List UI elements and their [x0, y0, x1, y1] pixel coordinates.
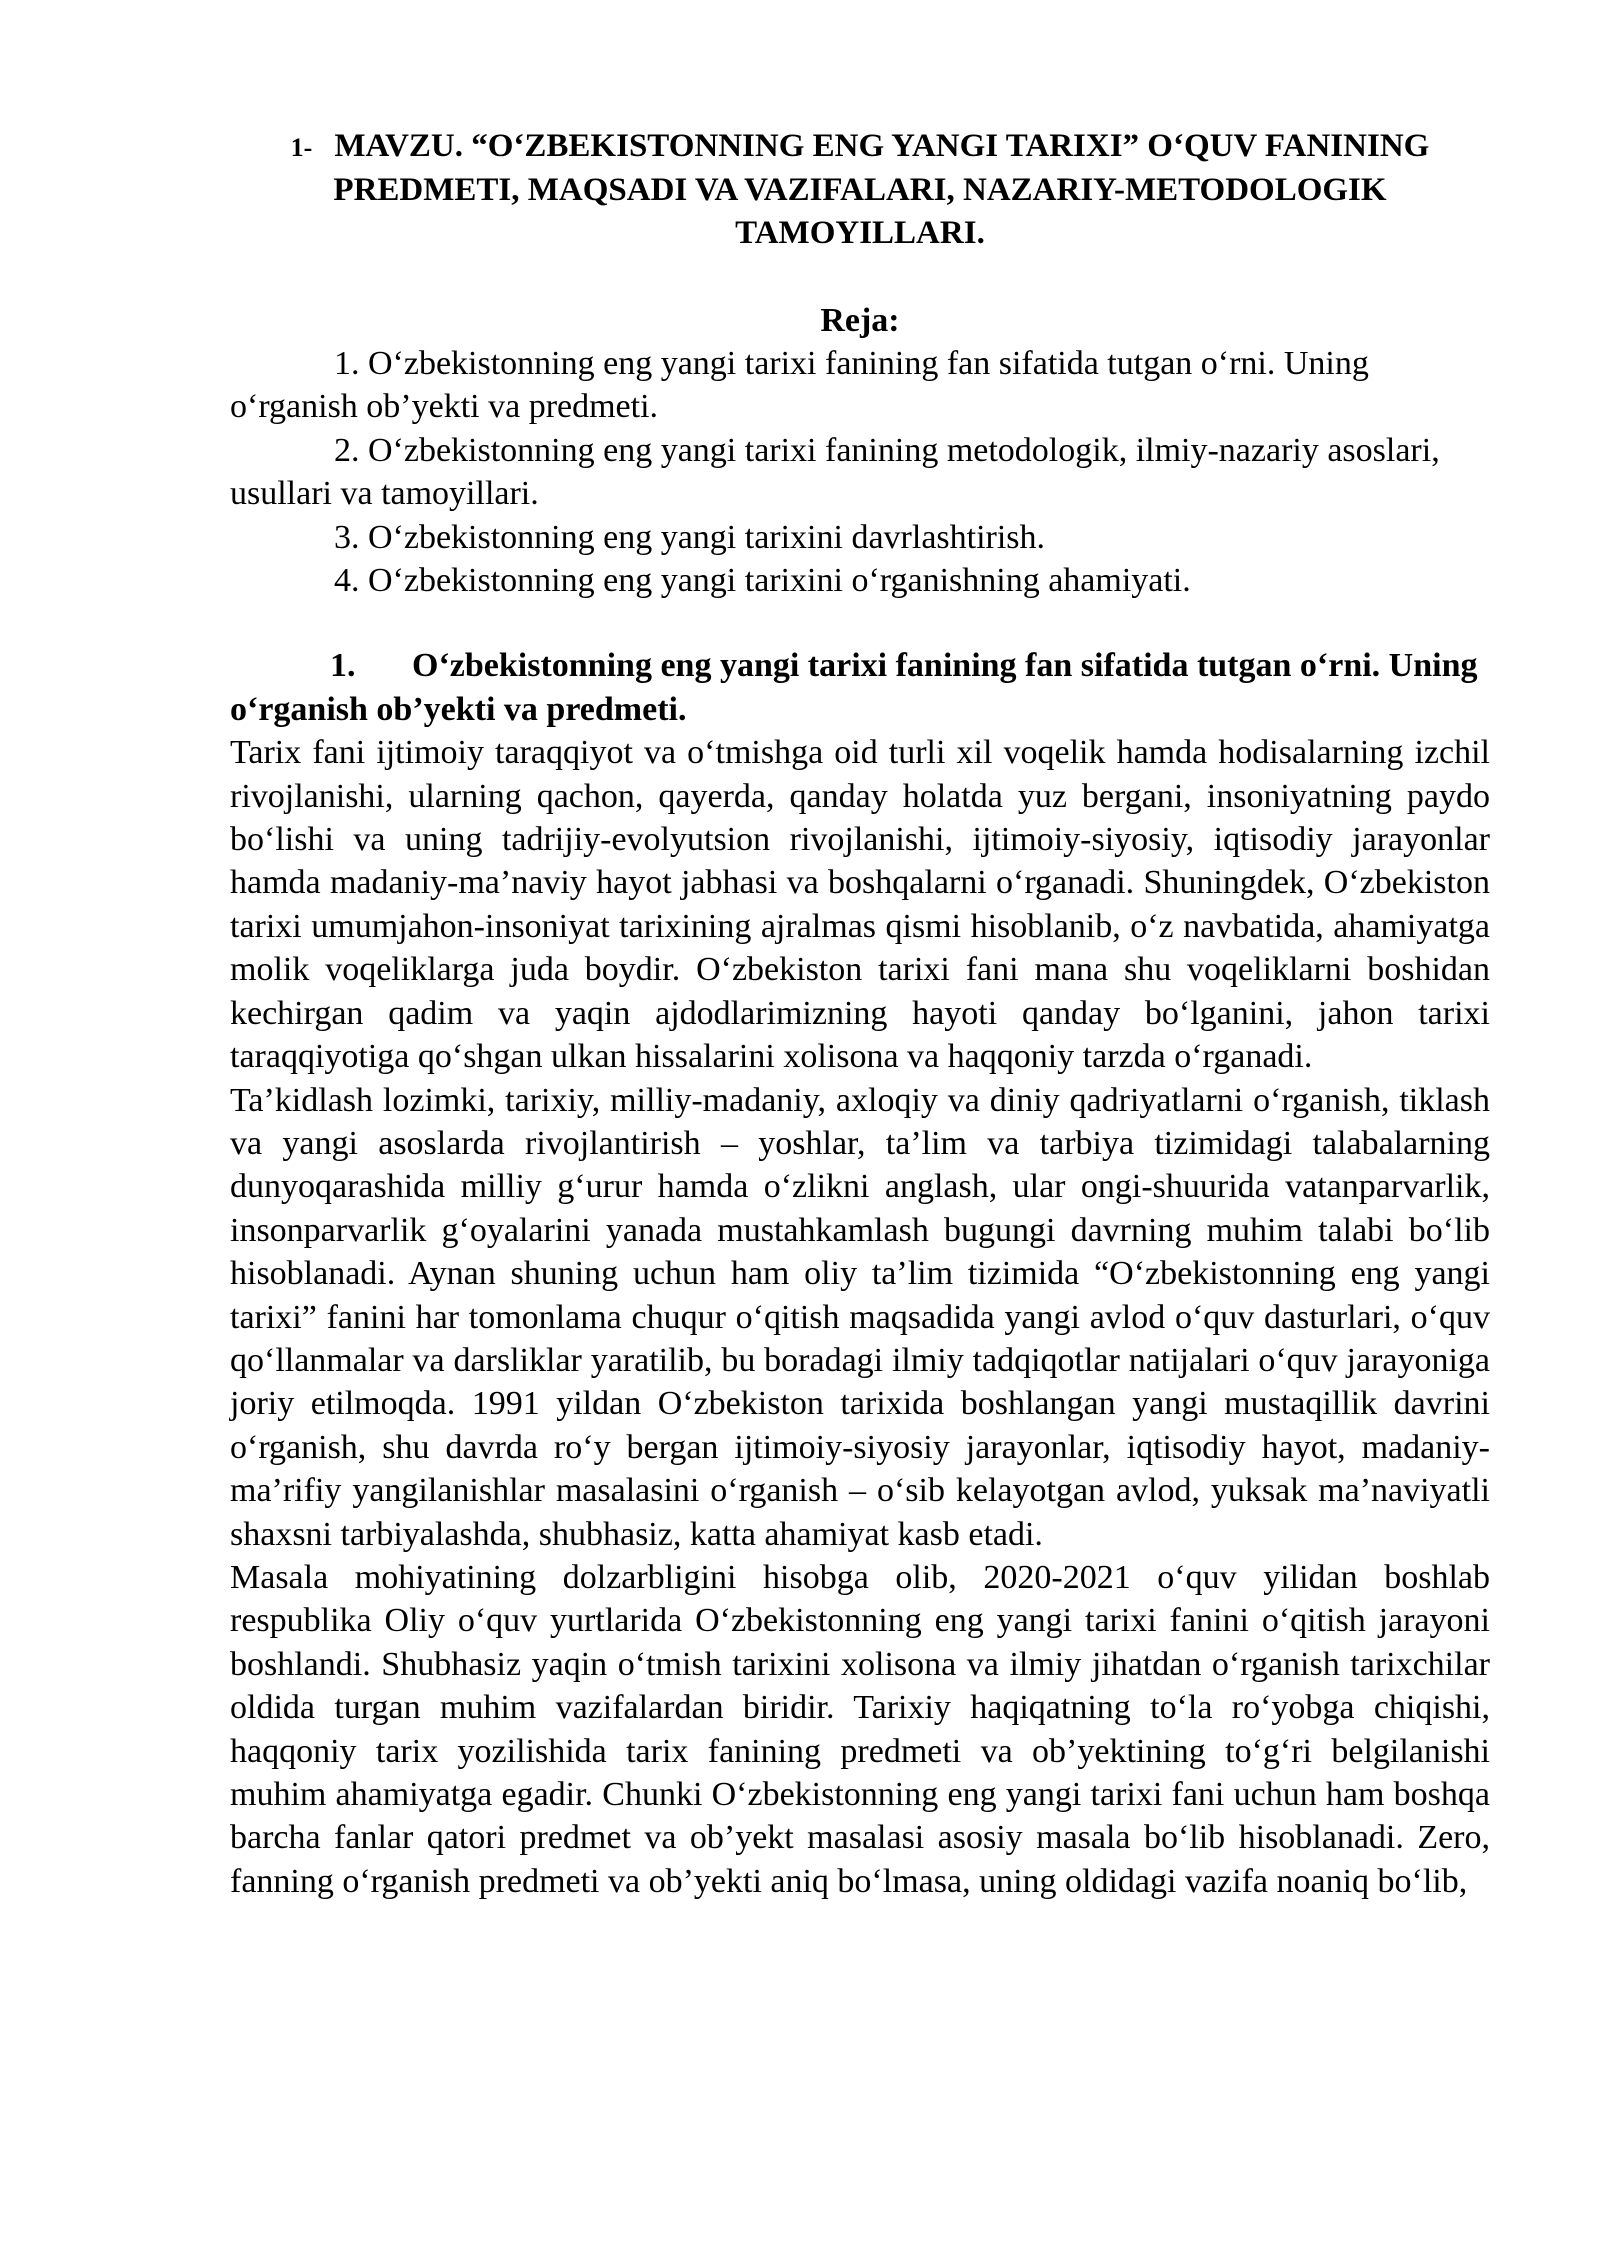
title-number: 1-	[290, 133, 313, 162]
body-paragraph: Tarix fani ijtimoiy taraqqiyot va o‘tmishga oid turli xil voqelik hamda hodisalarning izchil rivojlanishi, ularning qachon, qayerda, qanday holatda yuz bergani, insoniyatning paydo bo‘lishi va uning tadrijiy-evolyutsion rivojlanishi, ijtimoiy-siyosiy, iqtisodiy jarayonlar hamda madaniy-ma’naviy hayot jabhasi va boshqalarni o‘rganadi. Shuningdek, O‘zbekiston tarixi umumjahon-insoniyat tarixining ajralmas qismi hisoblanib, o‘z navbatida, ahamiyatga molik voqeliklarga juda boydir. O‘zbekiston tarixi fani mana shu voqeliklarni boshidan kechirgan qadim va yaqin ajdodlarimizning hayoti qanday bo‘lganini, jahon tarixi taraqqiyotiga qo‘shgan ulkan hissalarini xolisona va haqqoniy tarzda o‘rganadi.	[230, 734, 1490, 1076]
plan-item: 3. O‘zbekistonning eng yangi tarixini davrlashtirish.	[334, 518, 1046, 556]
title-text: MAVZU. “O‘ZBEKISTONNING ENG YANGI TARIXI” O‘QUV FANINING PREDMETI, MAQSADI VA VAZIFALARI, NAZARIY-METODOLOGIK TAMOYILLARI.	[333, 128, 1430, 251]
section-heading	[230, 644, 1490, 731]
plan-item: 1. O‘zbekistonning eng yangi tarixi fanining fan sifatida tutgan o‘rni. Uning o‘rganish ob’yekti va predmeti.	[230, 345, 1369, 426]
body-paragraph: Masala mohiyatining dolzarbligini hisobga olib, 2020-2021 o‘quv yilidan boshlab respublika Oliy o‘quv yurtlarida O‘zbekistonning eng yangi tarixi fanini o‘qitish jarayoni boshlandi. Shubhasiz yaqin o‘tmish tarixini xolisona va ilmiy jihatdan o‘rganish tarixchilar oldida turgan muhim vazifalardan biridir. Tarixiy haqiqatning to‘la ro‘yobga chiqishi, haqqoniy tarix yozilishida tarix fanining predmeti va ob’yektining to‘g‘ri belgilanishi muhim ahamiyatga egadir. Chunki O‘zbekistonning eng yangi tarixi fani uchun ham boshqa barcha fanlar qatori predmet va ob’yekt masalasi asosiy masala bo‘lib hisoblanadi. Zero, fanning o‘rganish predmeti va ob’yekti aniq bo‘lmasa, uning oldidagi vazifa noaniq bo‘lib,	[230, 1558, 1490, 1900]
section-heading-text: O‘zbekistonning eng yangi tarixi fanining fan sifatida tutgan o‘rni. Uning o‘rganish ob’yekti va predmeti.	[230, 647, 1478, 728]
body-paragraph: Ta’kidlash lozimki, tarixiy, milliy-madaniy, axloqiy va diniy qadriyatlarni o‘rganish, tiklash va yangi asoslarda rivojlantirish – yoshlar, ta’lim va tarbiya tizimidagi talabalarning dunyoqarashida milliy g‘urur hamda o‘zlikni anglash, ular ongi-shuurida vatanparvarlik, insonparvarlik g‘oyalarini yanada mustahkamlash bugungi davrning muhim talabi bo‘lib hisoblanadi. Aynan shuning uchun ham oliy ta’lim tizimida “O‘zbekistonning eng yangi tarixi” fanini har tomonlama chuqur o‘qitish maqsadida yangi avlod o‘quv dasturlari, o‘quv qo‘llanmalar va darsliklar yaratilib, bu boradagi ilmiy tadqiqotlar natijalari o‘quv jarayoniga joriy etilmoqda. 1991 yildan O‘zbekiston tarixida boshlangan yangi mustaqillik davrini o‘rganish, shu davrda ro‘y bergan ijtimoiy-siyosiy jarayonlar, iqtisodiy hayot, madaniy-ma’rifiy yangilanishlar masalasini o‘rganish – o‘sib kelayotgan avlod, yuksak ma’naviyatli shaxsni tarbiyalashda, shubhasiz, katta ahamiyat kasb etadi.	[230, 1081, 1490, 1553]
plan-item: 4. O‘zbekistonning eng yangi tarixini o‘rganishning ahamiyati.	[334, 562, 1191, 600]
plan-list	[230, 342, 1490, 602]
document-page	[230, 125, 1490, 1903]
plan-item: 2. O‘zbekistonning eng yangi tarixi fanining metodologik, ilmiy-nazariy asoslari, usullari va tamoyillari.	[230, 431, 1440, 513]
plan-heading: Reja:	[820, 302, 900, 339]
document-title	[230, 125, 1490, 255]
section-number: 1.	[330, 647, 356, 685]
